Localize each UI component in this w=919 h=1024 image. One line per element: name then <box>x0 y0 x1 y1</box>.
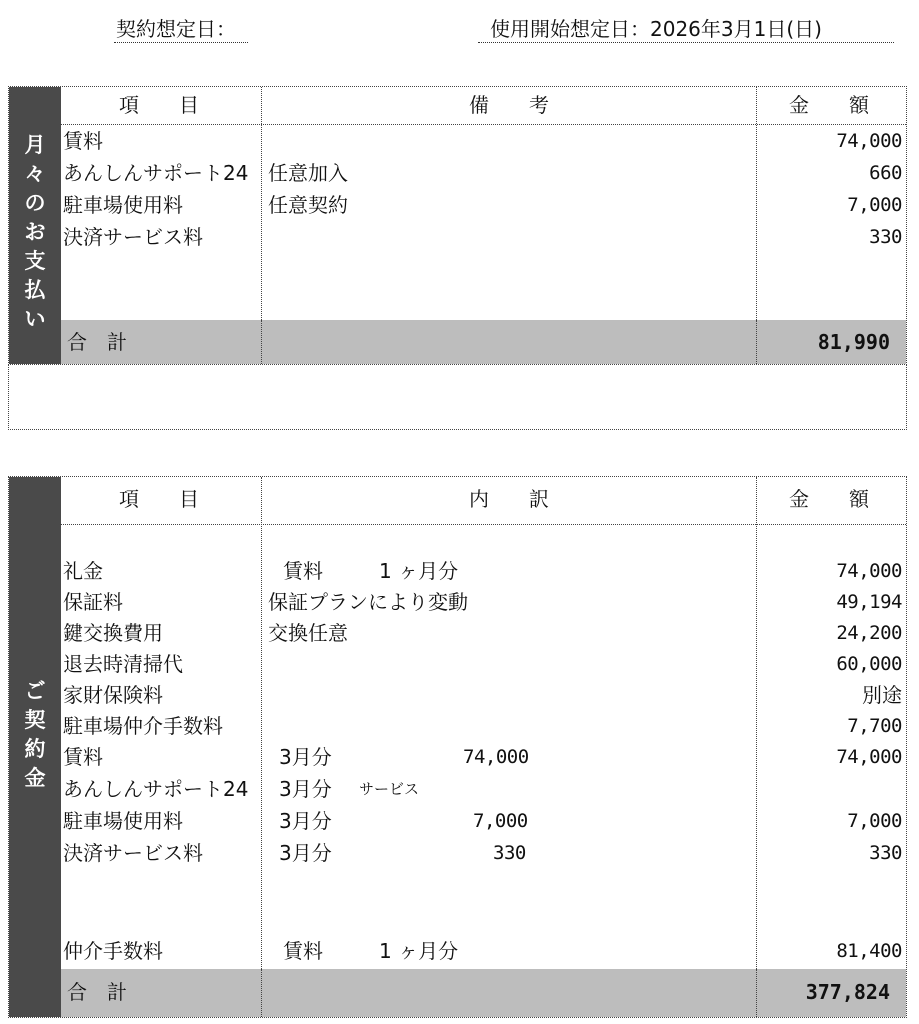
contract-total-label: 合 計 <box>67 980 127 1004</box>
side-char: 契 <box>24 708 46 732</box>
item-name: 賃料 <box>63 129 103 153</box>
table-row <box>61 649 906 680</box>
table-row <box>61 190 906 221</box>
header-divider <box>61 524 906 525</box>
table-row <box>61 222 906 253</box>
table-row <box>61 711 906 742</box>
contract-date-underline <box>114 42 248 43</box>
table-row <box>61 158 906 189</box>
column-divider <box>261 969 262 1017</box>
column-header-item: 項 目 <box>119 487 199 511</box>
table-row <box>61 774 906 805</box>
item-amount: 49,194 <box>836 591 902 613</box>
detail-basis: 賃料 <box>283 559 323 583</box>
item-name: あんしんサポート24 <box>63 161 249 185</box>
table-row <box>61 838 906 869</box>
item-name: 保証料 <box>63 590 123 614</box>
column-header-amount: 金 額 <box>789 487 869 511</box>
side-char: お <box>24 220 46 244</box>
empty-note-box <box>8 364 907 430</box>
start-date-label: 使用開始想定日：2026年3月1日(日) <box>490 17 822 41</box>
contract-total-value: 377,824 <box>805 980 890 1004</box>
column-header-note: 備 考 <box>469 93 549 117</box>
item-name: 駐車場使用料 <box>63 809 183 833</box>
item-name: 仲介手数料 <box>63 939 163 963</box>
detail-amount: 74,000 <box>463 746 529 768</box>
header-divider <box>61 124 906 125</box>
item-amount: 74,000 <box>836 130 902 152</box>
item-amount: 7,700 <box>847 715 902 737</box>
column-divider <box>261 320 262 364</box>
item-name: 礼金 <box>63 559 103 583</box>
column-header-detail: 内 訳 <box>469 487 549 511</box>
contract-date-label: 契約想定日： <box>116 17 236 41</box>
monthly-side-label <box>9 87 61 364</box>
contract-side-label <box>9 477 61 1017</box>
detail-amount: 7,000 <box>473 810 528 832</box>
item-name: 退去時清掃代 <box>63 652 183 676</box>
column-divider <box>756 320 757 364</box>
side-char: 月 <box>24 133 46 157</box>
item-amount: 7,000 <box>847 810 902 832</box>
table-row <box>61 556 906 587</box>
side-char: 々 <box>24 162 46 186</box>
table-row <box>61 587 906 618</box>
side-char: い <box>24 307 46 331</box>
detail-months: 1 ヶ月分 <box>379 939 459 963</box>
detail-basis: 3月分 <box>279 841 332 865</box>
monthly-payment-table <box>8 86 907 365</box>
item-amount: 24,200 <box>836 622 902 644</box>
table-row <box>61 742 906 773</box>
side-char: ご <box>24 679 46 703</box>
detail-basis: 保証プランにより変動 <box>268 590 468 614</box>
item-name: 駐車場使用料 <box>63 193 183 217</box>
contract-money-table <box>8 476 907 1018</box>
item-amount: 74,000 <box>836 746 902 768</box>
monthly-total-value: 81,990 <box>817 330 890 354</box>
item-amount: 660 <box>869 162 902 184</box>
column-header-amount: 金 額 <box>789 93 869 117</box>
item-name: 駐車場仲介手数料 <box>63 714 223 738</box>
item-name: 決済サービス料 <box>63 225 203 249</box>
item-amount: 74,000 <box>836 560 902 582</box>
item-amount: 330 <box>869 226 902 248</box>
contract-total-row <box>61 969 906 1017</box>
detail-basis: 交換任意 <box>268 621 348 645</box>
side-char: 約 <box>24 737 46 761</box>
side-char: の <box>24 191 46 215</box>
item-amount: 330 <box>869 842 902 864</box>
detail-basis: 3月分 <box>279 745 332 769</box>
column-divider <box>756 969 757 1017</box>
side-char: 金 <box>24 766 46 790</box>
item-amount: 7,000 <box>847 194 902 216</box>
side-char: 払 <box>24 278 46 302</box>
monthly-total-label: 合 計 <box>67 330 127 354</box>
item-name: 賃料 <box>63 745 103 769</box>
start-date-underline <box>478 42 894 43</box>
item-name: 鍵交換費用 <box>63 621 163 645</box>
item-name: 決済サービス料 <box>63 841 203 865</box>
detail-service: サービス <box>359 780 420 798</box>
table-row <box>61 680 906 711</box>
detail-amount: 330 <box>493 842 526 864</box>
item-name: あんしんサポート24 <box>63 777 249 801</box>
detail-basis: 3月分 <box>279 777 332 801</box>
table-row <box>61 936 906 967</box>
item-amount: 60,000 <box>836 653 902 675</box>
detail-months: 1 ヶ月分 <box>379 559 459 583</box>
table-row <box>61 126 906 157</box>
detail-basis: 3月分 <box>279 809 332 833</box>
item-name: 家財保険料 <box>63 683 163 707</box>
monthly-total-row <box>61 320 906 364</box>
item-note: 任意契約 <box>268 193 348 217</box>
column-header-item: 項 目 <box>119 93 199 117</box>
table-row <box>61 806 906 837</box>
detail-basis: 賃料 <box>283 939 323 963</box>
item-amount: 81,400 <box>836 940 902 962</box>
table-row <box>61 618 906 649</box>
item-amount: 別途 <box>862 683 902 707</box>
side-char: 支 <box>24 249 46 273</box>
item-note: 任意加入 <box>268 161 348 185</box>
